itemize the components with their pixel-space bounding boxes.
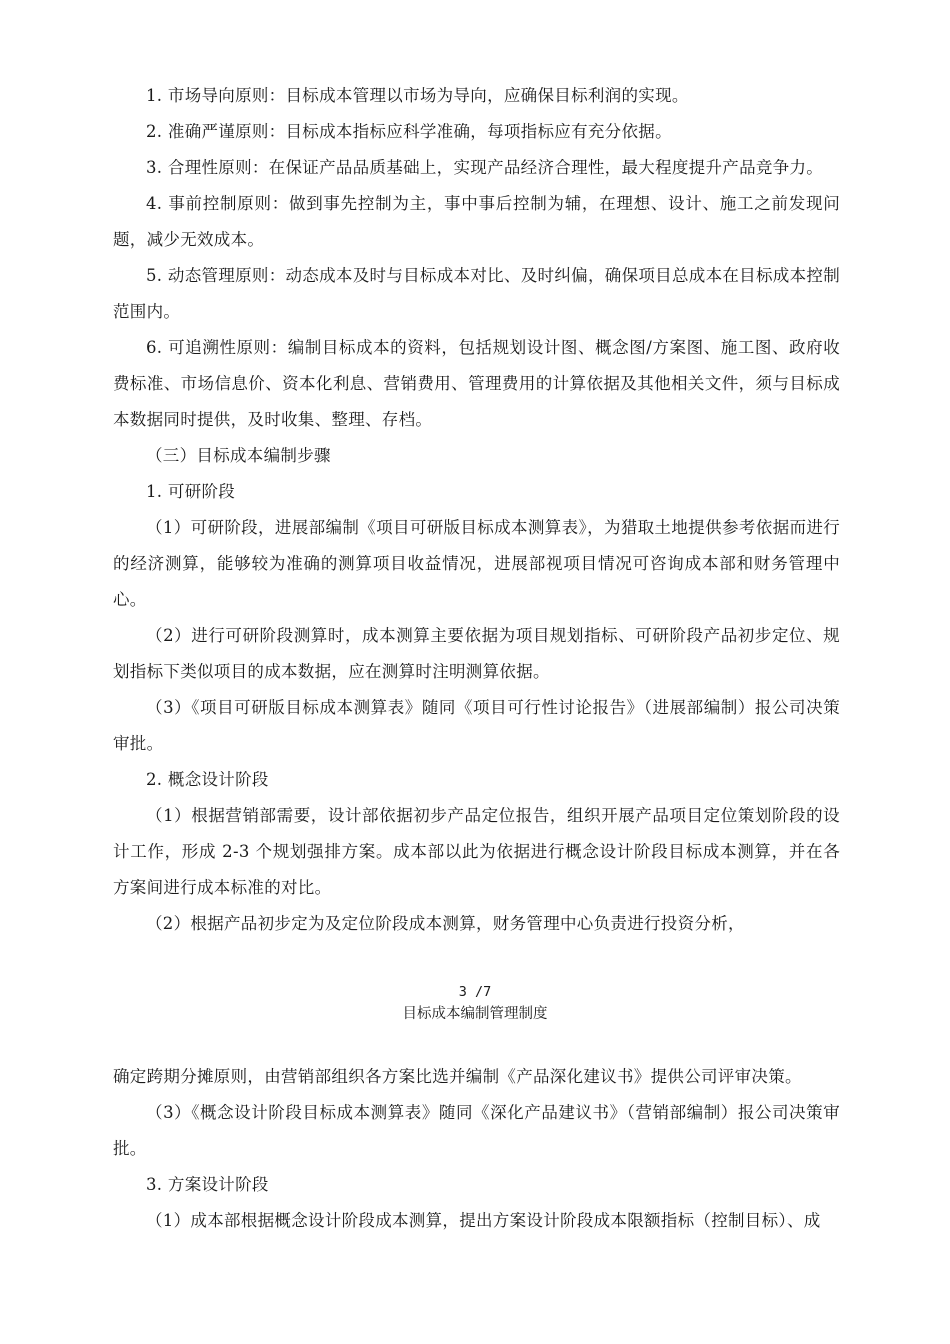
scheme-item-1: （1）成本部根据概念设计阶段成本测算，提出方案设计阶段成本限额指标（控制目标）、成: [146, 1211, 821, 1230]
principle-rationality: 3. 合理性原则：在保证产品品质基础上，实现产品经济合理性，最大程度提升产品竞争力。: [146, 158, 824, 177]
feasibility-item-3: （3）《项目可研版目标成本测算表》随同《项目可行性讨论报告》（进展部编制）报公司决策审批。: [113, 698, 840, 753]
feasibility-item-2: （2）进行可研阶段测算时，成本测算主要依据为项目规划指标、可研阶段产品初步定位、规划指标下类似项目的成本数据，应在测算时注明测算依据。: [113, 626, 840, 681]
subheading-feasibility: 1. 可研阶段: [146, 482, 236, 501]
page-number: 3 /7: [458, 984, 492, 1000]
concept-item-1: （1）根据营销部需要，设计部依据初步产品定位报告，组织开展产品项目定位策划阶段的设计工作，形成 2-3 个规划强排方案。成本部以此为依据进行概念设计阶段目标成本测算，并在各方案间进行成本标准的对比。: [113, 806, 840, 897]
concept-item-2: （2）根据产品初步定为及定位阶段成本测算，财务管理中心负责进行投资分析，: [146, 914, 745, 933]
principle-accuracy: 2. 准确严谨原则：目标成本指标应科学准确，每项指标应有充分依据。: [146, 122, 672, 141]
concept-item-2-continuation: 确定跨期分摊原则，由营销部组织各方案比选并编制《产品深化建议书》提供公司评审决策。: [113, 1067, 802, 1086]
feasibility-item-1: （1）可研阶段，进展部编制《项目可研版目标成本测算表》，为猎取土地提供参考依据而进行的经济测算，能够较为准确的测算项目收益情况，进展部视项目情况可咨询成本部和财务管理中心。: [113, 518, 840, 609]
subheading-concept-design: 2. 概念设计阶段: [146, 770, 269, 789]
principle-prior-control: 4. 事前控制原则：做到事先控制为主，事中事后控制为辅，在理想、设计、施工之前发现问题，减少无效成本。: [113, 194, 840, 249]
subheading-scheme-design: 3. 方案设计阶段: [146, 1175, 269, 1194]
section-heading-steps: （三）目标成本编制步骤: [146, 446, 331, 465]
principle-market: 1. 市场导向原则：目标成本管理以市场为导向，应确保目标利润的实现。: [146, 86, 689, 105]
page-body-bottom: [113, 1059, 840, 1239]
principle-dynamic: 5. 动态管理原则：动态成本及时与目标成本对比、及时纠偏，确保项目总成本在目标成本控制范围内。: [113, 266, 840, 321]
running-title: 目标成本编制管理制度: [402, 1006, 548, 1022]
page-body-top: [113, 78, 840, 942]
principle-traceability: 6. 可追溯性原则：编制目标成本的资料，包括规划设计图、概念图/方案图、施工图、政府收费标准、市场信息价、资本化利息、营销费用、管理费用的计算依据及其他相关文件，须与目标成本数据同时提供，及时收集、整理、存档。: [113, 338, 840, 429]
concept-item-3: （3）《概念设计阶段目标成本测算表》随同《深化产品建议书》（营销部编制）报公司决策审批。: [113, 1103, 840, 1158]
